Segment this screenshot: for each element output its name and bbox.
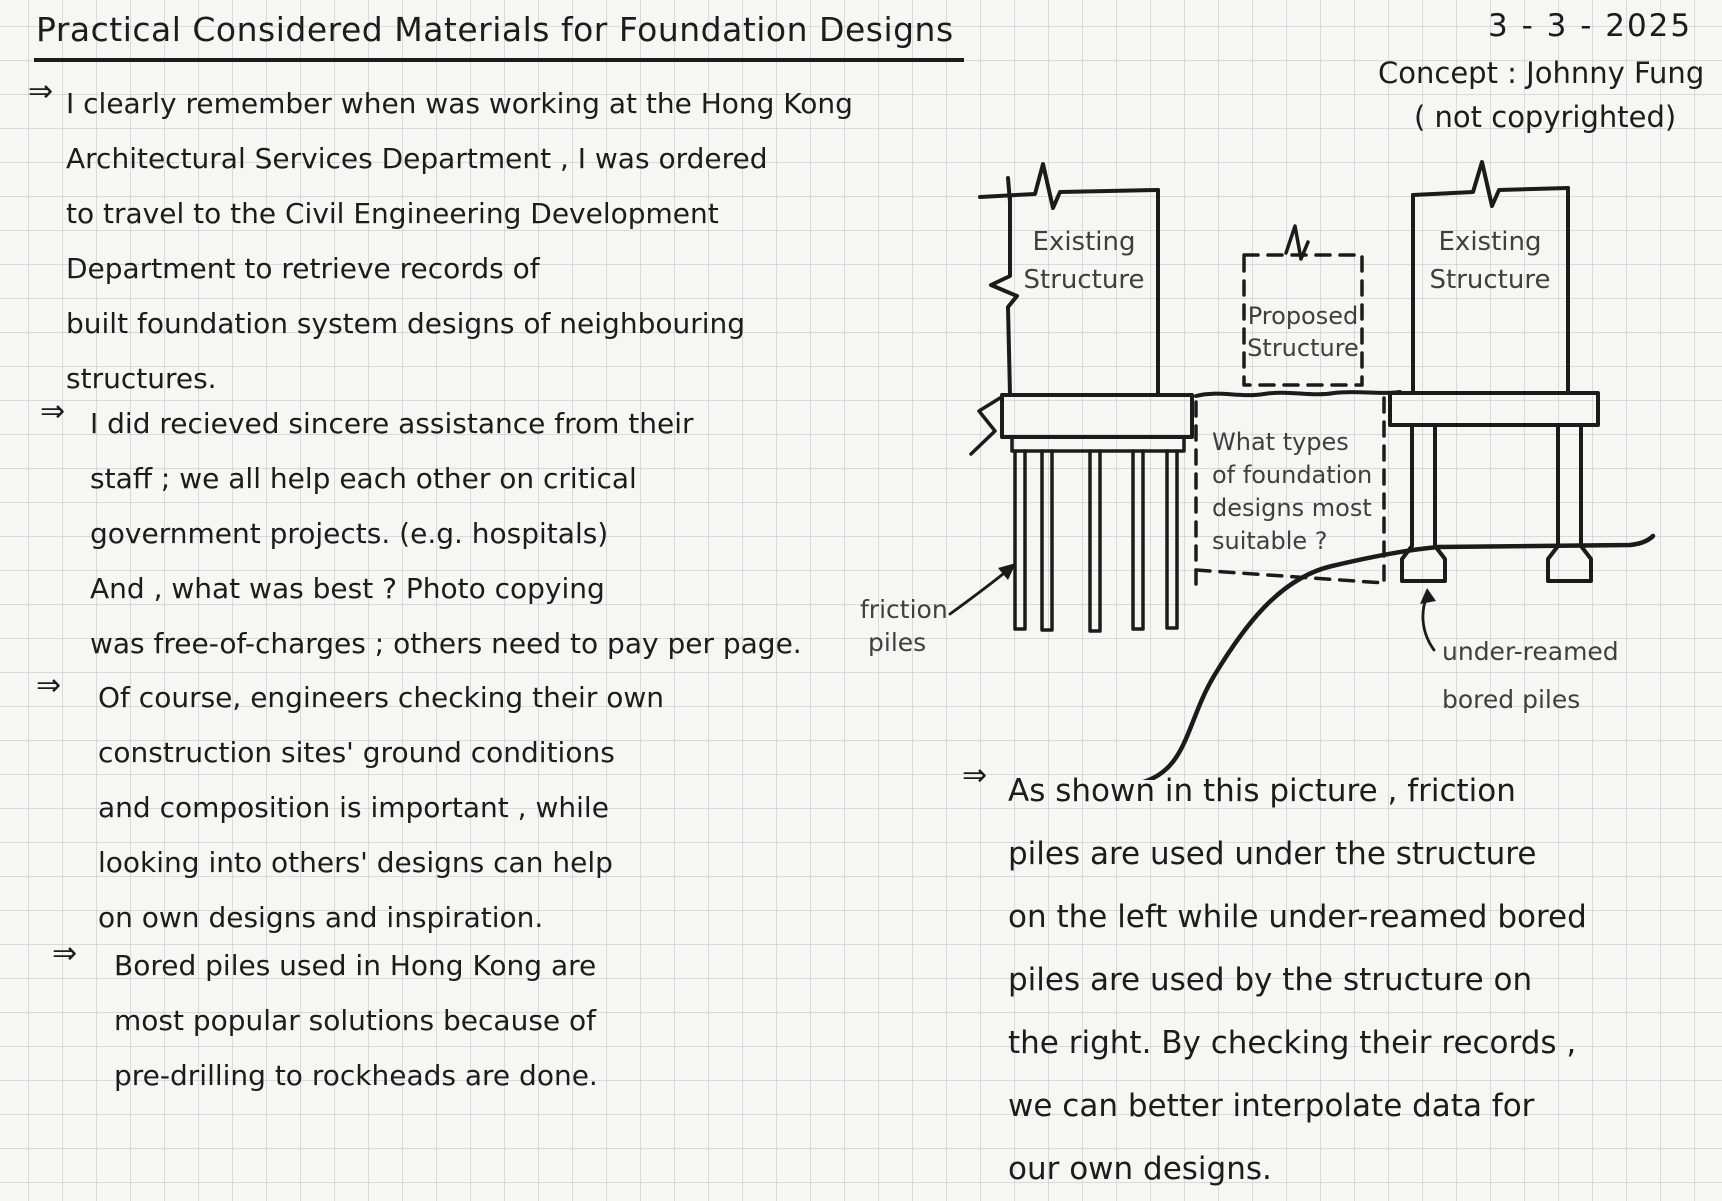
note-line: Bored piles used in Hong Kong are <box>114 949 597 982</box>
arrow-bullet-icon: ⇒ <box>28 74 54 109</box>
bullet-paragraph-3 <box>36 670 664 945</box>
friction-pile <box>1042 451 1052 630</box>
friction-pile <box>1015 451 1025 629</box>
note-line: the right. By checking their records , <box>1008 1025 1577 1061</box>
arrow-bullet-icon: ⇒ <box>40 394 66 429</box>
note-line: piles are used under the structure <box>1008 836 1537 872</box>
note-line: our own designs. <box>1008 1151 1272 1187</box>
copyright-note: ( not copyrighted) <box>1414 100 1677 134</box>
concept-credit: Concept : Johnny Fung <box>1378 56 1705 90</box>
note-line: we can better interpolate data for <box>1008 1088 1535 1124</box>
arrow-bullet-icon: ⇒ <box>52 936 78 971</box>
note-line: looking into others' designs can help <box>98 846 613 879</box>
note-line: to travel to the Civil Engineering Development <box>66 197 719 230</box>
note-line: on the left while under-reamed bored <box>1008 899 1587 935</box>
question-box-bottom <box>1196 570 1384 583</box>
note-line: and composition is important , while <box>98 791 609 824</box>
arrow-bullet-icon: ⇒ <box>962 758 988 793</box>
friction-pile <box>1133 451 1143 629</box>
note-line: Architectural Services Department , I was ordered <box>66 142 768 175</box>
proposed-structure-label: Proposed <box>1247 302 1359 330</box>
page-title: Practical Considered Materials for Foundation Designs <box>34 10 964 62</box>
note-line: structures. <box>66 362 217 395</box>
note-line: staff ; we all help each other on critical <box>90 462 637 495</box>
question-text: suitable ? <box>1212 527 1328 555</box>
foundation-diagram <box>840 140 1722 780</box>
date: 3 - 3 - 2025 <box>1488 8 1693 44</box>
tower-top-break-line <box>1413 162 1568 206</box>
cap-break-icon <box>971 398 1000 454</box>
arrow-bullet-icon: ⇒ <box>36 668 62 703</box>
pile-cap-left <box>1002 395 1192 437</box>
paragraph-lines <box>90 396 802 671</box>
under-reamed-label: bored piles <box>1442 685 1581 714</box>
under-reamed-label: under-reamed <box>1442 637 1619 666</box>
tower-left-edge-break <box>991 198 1017 395</box>
friction-pile <box>1090 451 1100 631</box>
note-line: piles are used by the structure on <box>1008 962 1533 998</box>
paragraph-lines <box>98 670 664 945</box>
bullet-paragraph-4 <box>52 938 598 1103</box>
note-line: on own designs and inspiration. <box>98 901 544 934</box>
note-line: pre-drilling to rockheads are done. <box>114 1059 598 1092</box>
note-line: Department to retrieve records of <box>66 252 540 285</box>
ground-surface-line <box>1196 392 1400 396</box>
note-line: most popular solutions because of <box>114 1004 597 1037</box>
under-reamed-pile <box>1402 425 1445 581</box>
question-text: designs most <box>1212 494 1372 522</box>
friction-piles-label: friction <box>860 595 948 624</box>
note-line: I did recieved sincere assistance from their <box>90 407 694 440</box>
left-structure-label: Structure <box>1023 265 1145 295</box>
note-line: Of course, engineers checking their own <box>98 681 665 714</box>
pile-cap-band <box>1012 437 1184 451</box>
friction-piles-label: piles <box>868 628 927 657</box>
friction-piles <box>1015 451 1177 631</box>
question-text: of foundation <box>1212 461 1373 489</box>
proposed-structure-label: Structure <box>1247 334 1359 362</box>
under-reamed-arrow <box>1423 595 1434 650</box>
bullet-paragraph-2 <box>40 396 802 671</box>
bullet-paragraph-5 <box>962 760 1587 1201</box>
left-structure-label: Existing <box>1032 227 1136 257</box>
under-reamed-arrowhead-icon <box>1420 588 1436 604</box>
question-text: What types <box>1212 428 1349 456</box>
note-line: built foundation system designs of neighbouring <box>66 307 746 340</box>
under-reamed-piles <box>1402 425 1591 581</box>
right-structure-label: Structure <box>1429 265 1551 295</box>
note-line: As shown in this picture , friction <box>1008 773 1516 809</box>
left-existing-structure <box>971 164 1192 454</box>
paragraph-lines <box>114 938 598 1103</box>
pile-cap-right <box>1390 393 1598 425</box>
paragraph-lines <box>66 76 853 406</box>
paragraph-lines <box>1008 760 1587 1201</box>
friction-pile <box>1167 451 1177 628</box>
note-line: And , what was best ? Photo copying <box>90 572 605 605</box>
note-line: I clearly remember when was working at the Hong Kong <box>66 87 853 120</box>
bullet-paragraph-1 <box>28 76 853 406</box>
note-line: was free-of-charges ; others need to pay per page. <box>90 627 802 660</box>
friction-arrow <box>950 570 1008 614</box>
under-reamed-pile <box>1548 425 1591 581</box>
right-structure-label: Existing <box>1438 227 1542 257</box>
note-line: construction sites' ground conditions <box>98 736 615 769</box>
note-line: government projects. (e.g. hospitals) <box>90 517 609 550</box>
